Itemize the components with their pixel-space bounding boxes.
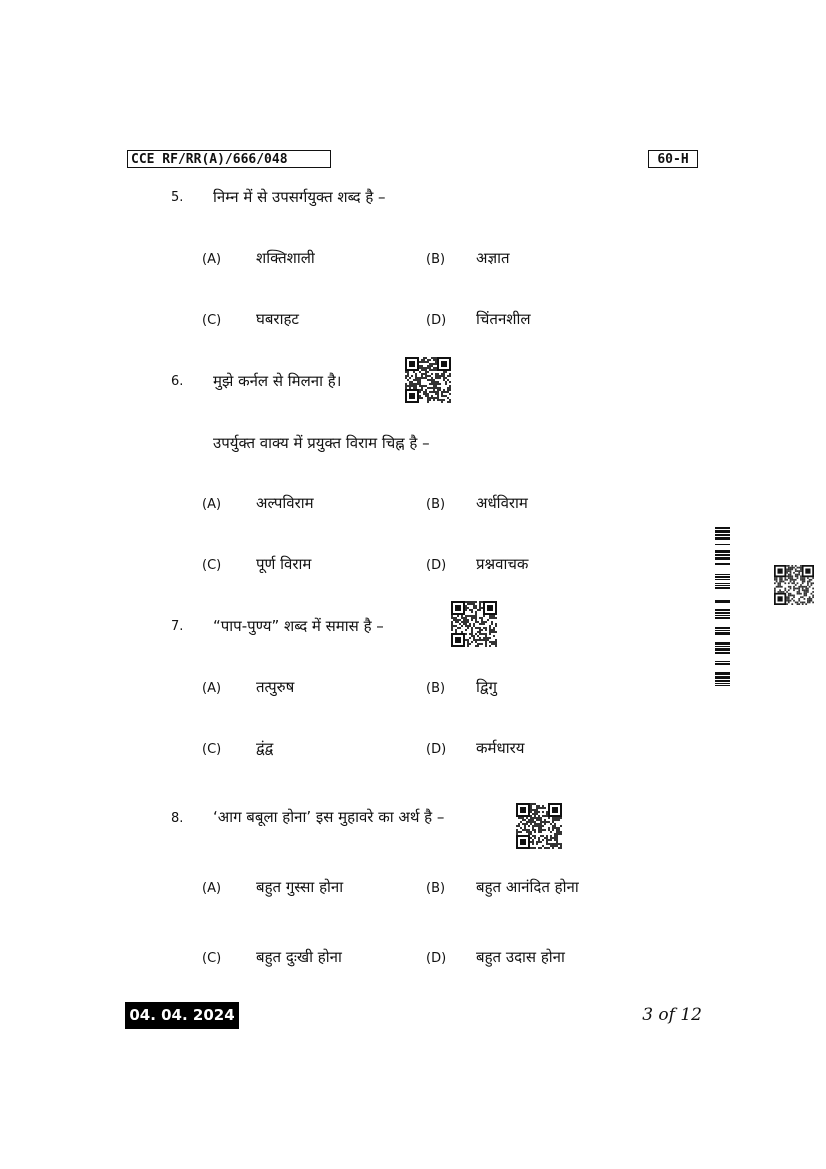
option-letter: (C) — [202, 742, 222, 757]
option-text: द्वंद्व — [256, 739, 274, 757]
question-text: मुझे कर्नल से मिलना है। — [213, 372, 342, 390]
option-letter: (D) — [426, 313, 447, 328]
option-letter: (D) — [426, 951, 447, 966]
option-text: द्विगु — [476, 678, 497, 696]
option-text: अल्पविराम — [256, 494, 314, 512]
question-text: निम्न में से उपसर्गयुक्त शब्द है – — [213, 188, 386, 206]
option-text: अज्ञात — [476, 249, 510, 267]
option-text: शक्तिशाली — [256, 249, 315, 267]
option-text: प्रश्नवाचक — [476, 555, 529, 573]
option-letter: (A) — [202, 252, 222, 267]
question-text: ‘आग बबूला होना’ इस मुहावरे का अर्थ है – — [213, 808, 445, 826]
option-letter: (A) — [202, 497, 222, 512]
option-text: तत्पुरुष — [256, 678, 295, 696]
barcode-icon — [715, 527, 730, 687]
option-letter: (C) — [202, 558, 222, 573]
question-number: 8. — [171, 811, 184, 826]
option-text: बहुत उदास होना — [476, 948, 565, 966]
option-text: घबराहट — [256, 310, 299, 328]
option-text: बहुत दुःखी होना — [256, 948, 342, 966]
question-number: 5. — [171, 190, 184, 205]
question-number: 7. — [171, 619, 184, 634]
question-text: “पाप-पुण्य” शब्द में समास है – — [213, 617, 384, 635]
option-text: बहुत आनंदित होना — [476, 878, 579, 896]
option-letter: (B) — [426, 497, 446, 512]
option-letter: (D) — [426, 558, 447, 573]
option-text: कर्मधारय — [476, 739, 525, 757]
option-text: अर्धविराम — [476, 494, 528, 512]
exam-date: 04. 04. 2024 — [125, 1002, 239, 1029]
option-letter: (B) — [426, 252, 446, 267]
option-text: पूर्ण विराम — [256, 555, 312, 573]
page-number: 3 of 12 — [642, 1005, 702, 1025]
paper-code: 60-H — [648, 150, 698, 168]
option-letter: (A) — [202, 881, 222, 896]
option-text: बहुत गुस्सा होना — [256, 878, 344, 896]
question-number: 6. — [171, 374, 184, 389]
option-letter: (C) — [202, 951, 222, 966]
qr-code-icon — [516, 803, 562, 849]
option-letter: (D) — [426, 742, 447, 757]
option-text: चिंतनशील — [476, 310, 531, 328]
qr-code-icon — [774, 565, 814, 605]
question-subtext: उपर्युक्त वाक्य में प्रयुक्त विराम चिह्न है – — [213, 434, 430, 452]
option-letter: (B) — [426, 681, 446, 696]
option-letter: (A) — [202, 681, 222, 696]
option-letter: (C) — [202, 313, 222, 328]
question-paper-code: CCE RF/RR(A)/666/048 — [127, 150, 331, 168]
qr-code-icon — [451, 601, 497, 647]
option-letter: (B) — [426, 881, 446, 896]
qr-code-icon — [405, 357, 451, 403]
